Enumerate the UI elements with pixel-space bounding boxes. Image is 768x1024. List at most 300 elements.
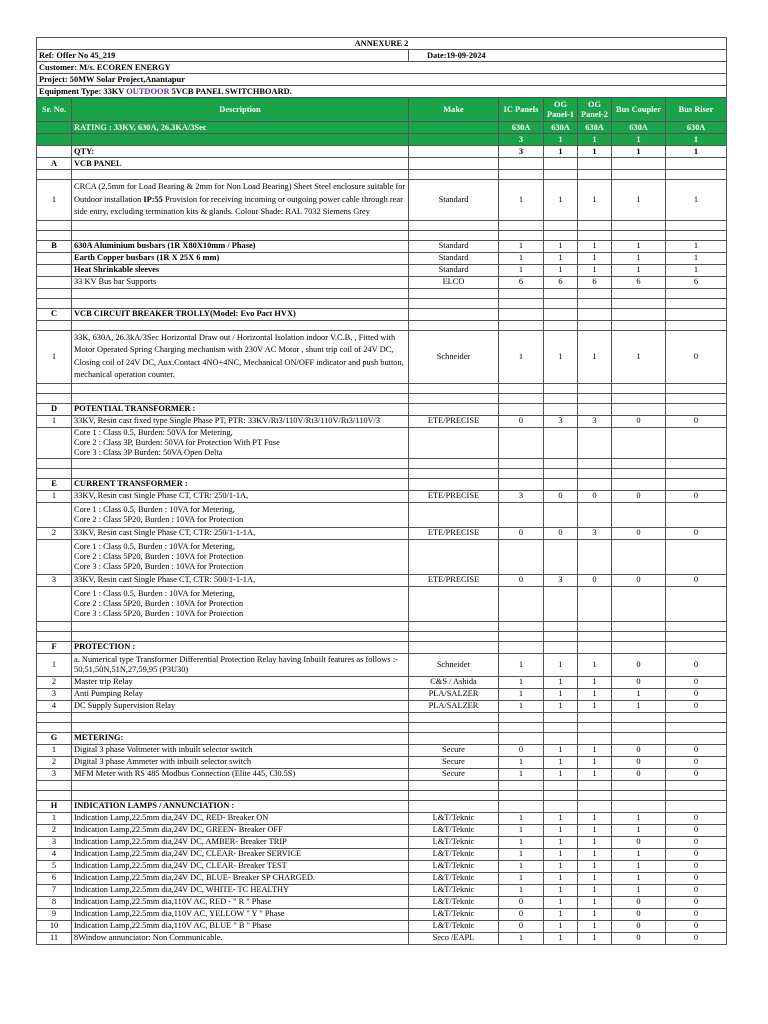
item-qty: 0	[612, 415, 666, 427]
item-make: Standard	[409, 240, 499, 252]
table-row	[37, 824, 727, 836]
item-qty: 0	[666, 896, 727, 908]
item-qty: 3	[578, 415, 612, 427]
item-qty: 1	[578, 252, 612, 264]
item-make: L&T/Teknic	[409, 848, 499, 860]
boq-table	[36, 37, 727, 945]
col-bus-riser: Bus Riser	[666, 98, 727, 122]
item-qty: 1	[544, 653, 578, 676]
item-qty: 0	[666, 920, 727, 932]
item-make: Secure	[409, 768, 499, 780]
item-description: Indication Lamp,22.5mm dia,24V DC, CLEAR- Breaker SERVICE	[72, 848, 409, 860]
item-description: Indication Lamp,22.5mm dia,24V DC, RED- Breaker ON	[72, 812, 409, 824]
item-qty: 1	[499, 848, 544, 860]
item-make: Standard	[409, 264, 499, 276]
item-srno: 2	[37, 824, 72, 836]
item-qty: 1	[544, 932, 578, 944]
item-srno: 2	[37, 527, 72, 539]
equipment-suffix: 5VCB PANEL SWITCHBOARD.	[169, 86, 292, 96]
rating-label: RATING : 33KV, 630A, 26.3KA/3Sec	[72, 122, 409, 134]
item-qty: 0	[612, 653, 666, 676]
item-description: DC Supply Supervision Relay	[72, 700, 409, 712]
customer: Customer: M/s. ECOREN ENERGY	[37, 62, 727, 74]
rating-count: 1	[544, 134, 578, 146]
item-description: Digital 3 phase Voltmeter with inbuilt selector switch	[72, 744, 409, 756]
item-qty: 0	[666, 836, 727, 848]
item-qty: 1	[578, 860, 612, 872]
item-qty: 0	[499, 908, 544, 920]
item-qty: 0	[612, 768, 666, 780]
item-description: Indication Lamp,22.5mm dia,110V AC, YELLOW " Y " Phase	[72, 908, 409, 920]
item-qty: 1	[544, 676, 578, 688]
item-srno: 6	[37, 872, 72, 884]
item-srno: 2	[37, 756, 72, 768]
item-qty: 1	[612, 884, 666, 896]
item-qty: 1	[578, 896, 612, 908]
item-make: Standard	[409, 180, 499, 221]
item-qty: 0	[499, 415, 544, 427]
core-line: Core 3 : Class 5P20, Burden : 10VA for Protection	[74, 561, 244, 571]
item-description: 8Window annunciator: Non Communicable.	[72, 932, 409, 944]
item-description: Indication Lamp,22.5mm dia,24V DC, CLEAR- Breaker TEST	[72, 860, 409, 872]
item-description: 33KV, Resin cast Single Phase CT, CTR: 250/1-1A,	[72, 490, 409, 502]
item-qty: 1	[499, 653, 544, 676]
item-srno: 8	[37, 896, 72, 908]
item-description: Digital 3 phase Ammeter with inbuilt selector switch	[72, 756, 409, 768]
item-qty: 0	[499, 744, 544, 756]
item-srno: 9	[37, 908, 72, 920]
item-qty: 1	[612, 700, 666, 712]
core-line: Core 2 : Class 5P20, Burden : 10VA for Protection	[74, 598, 244, 608]
item-qty: 1	[578, 330, 612, 383]
item-qty: 1	[544, 240, 578, 252]
item-description: 33K, 630A, 26.3kA/3Sec Horizontal Draw out / Horizontal Isolation indoor V.C.B. , Fitted with Motor Operated Spring Charging mechanism with 230V AC Motor , shunt trip coil of 24V DC, Closing coil of 24V DC, Aux.Contact 4NO+4NC, Mechanical ON/OFF indicator and push button, mechanical operation counter.	[72, 330, 409, 383]
item-qty: 0	[612, 744, 666, 756]
item-qty: 0	[666, 812, 727, 824]
item-qty: 0	[666, 848, 727, 860]
item-qty: 1	[578, 836, 612, 848]
offer-date: Date:19-09-2024	[409, 50, 727, 62]
item-qty: 0	[666, 527, 727, 539]
section-letter: E	[37, 478, 72, 490]
item-qty: 1	[666, 252, 727, 264]
item-qty: 6	[578, 276, 612, 288]
item-make: L&T/Teknic	[409, 884, 499, 896]
core-line: Core 3 : Class 3P Burden: 50VA Open Delta	[74, 447, 223, 457]
rating-value: 630A	[578, 122, 612, 134]
item-srno: 4	[37, 848, 72, 860]
section-title: VCB PANEL	[72, 158, 409, 170]
table-row	[37, 896, 727, 908]
item-description: Master trip Relay	[72, 676, 409, 688]
item-srno: 2	[37, 676, 72, 688]
item-qty: 1	[578, 688, 612, 700]
offer-ref: Ref: Offer No 45_219	[37, 50, 409, 62]
item-qty: 1	[544, 768, 578, 780]
item-qty: 1	[499, 264, 544, 276]
item-qty: 1	[544, 264, 578, 276]
item-qty: 0	[666, 330, 727, 383]
item-make: Secure	[409, 744, 499, 756]
item-srno: 3	[37, 574, 72, 586]
item-qty: 0	[612, 920, 666, 932]
item-qty: 6	[666, 276, 727, 288]
item-qty: 1	[499, 676, 544, 688]
col-bus-coupler: Bus Coupler	[612, 98, 666, 122]
item-desc-post: Provision for receiving incoming or outgoing power cable through rear side entry, excluding termination kits & glands. Colour Shade: RAL 7032 Siemens Grey	[74, 194, 403, 216]
item-description: a. Numerical type Transformer Differential Protection Relay having Inbuilt features as follows :- 50,51,50N,51N,27,59,95 (P3U30)	[72, 653, 409, 676]
item-qty: 0	[499, 574, 544, 586]
item-qty: 1	[499, 824, 544, 836]
item-qty: 1	[612, 872, 666, 884]
item-srno: 1	[37, 330, 72, 383]
section-title: PROTECTION :	[72, 641, 409, 653]
item-qty: 0	[666, 872, 727, 884]
item-description: MFM Meter with RS 485 Modbus Connection (Elite 445, Cl0.5S)	[72, 768, 409, 780]
item-cores	[72, 586, 409, 621]
section-letter: G	[37, 732, 72, 744]
item-qty: 0	[666, 860, 727, 872]
item-description: Anti Pumping Relay	[72, 688, 409, 700]
item-qty: 1	[578, 676, 612, 688]
item-srno: 4	[37, 700, 72, 712]
item-srno: 1	[37, 812, 72, 824]
item-qty: 1	[544, 180, 578, 221]
item-srno: 11	[37, 932, 72, 944]
item-qty: 0	[578, 574, 612, 586]
section-letter: A	[37, 158, 72, 170]
item-qty: 0	[612, 490, 666, 502]
item-cores	[72, 539, 409, 574]
item-make: ETE/PRECISE	[409, 415, 499, 427]
equipment-prefix: Equipment Type: 33KV	[39, 86, 127, 96]
table-row	[37, 836, 727, 848]
item-qty: 1	[612, 812, 666, 824]
equipment-type	[37, 86, 727, 98]
item-description	[72, 180, 409, 221]
table-row	[37, 848, 727, 860]
item-qty: 3	[578, 527, 612, 539]
rating-value: 630A	[544, 122, 578, 134]
item-qty: 1	[578, 872, 612, 884]
item-qty: 0	[666, 908, 727, 920]
item-make: L&T/Teknic	[409, 824, 499, 836]
item-description: Heat Shrinkable sleeves	[72, 264, 409, 276]
annexure-sheet	[36, 37, 727, 945]
item-qty: 0	[612, 836, 666, 848]
item-qty: 1	[612, 860, 666, 872]
table-row	[37, 884, 727, 896]
col-make: Make	[409, 98, 499, 122]
item-qty: 1	[544, 860, 578, 872]
item-qty: 1	[578, 756, 612, 768]
item-qty: 0	[666, 932, 727, 944]
item-qty: 0	[544, 527, 578, 539]
item-make: Seco /EAPL	[409, 932, 499, 944]
item-qty: 1	[499, 884, 544, 896]
item-srno: 10	[37, 920, 72, 932]
col-srno: Sr. No.	[37, 98, 72, 122]
item-qty: 1	[499, 872, 544, 884]
item-make: ETE/PRECISE	[409, 490, 499, 502]
item-qty: 1	[666, 180, 727, 221]
item-description: Indication Lamp,22.5mm dia,24V DC, WHITE- TC HEALTHY	[72, 884, 409, 896]
item-qty: 0	[578, 490, 612, 502]
item-qty: 1	[544, 824, 578, 836]
item-qty: 0	[499, 920, 544, 932]
item-cores	[72, 502, 409, 527]
item-qty: 1	[578, 848, 612, 860]
item-make: ELCO	[409, 276, 499, 288]
item-make: L&T/Teknic	[409, 872, 499, 884]
item-desc-pre: CRCA (2.5mm for Load Bearing & 2mm for Non Load Bearing) Sheet Steel enclosure suitable for Outdoor installation	[74, 182, 406, 204]
section-letter: H	[37, 800, 72, 812]
core-line: Core 2 : Class 5P20, Burden : 10VA for Protection	[74, 551, 244, 561]
section-title: METERING:	[72, 732, 409, 744]
item-qty: 6	[499, 276, 544, 288]
col-ic-panels: IC Panels	[499, 98, 544, 122]
item-qty: 1	[544, 872, 578, 884]
qty-value: 1	[544, 146, 578, 158]
item-qty: 1	[544, 848, 578, 860]
item-qty: 1	[499, 240, 544, 252]
item-qty: 1	[544, 330, 578, 383]
item-make: Schneider	[409, 330, 499, 383]
item-qty: 6	[544, 276, 578, 288]
qty-value: 3	[499, 146, 544, 158]
item-qty: 0	[666, 756, 727, 768]
item-srno: 7	[37, 884, 72, 896]
rating-count: 1	[612, 134, 666, 146]
item-qty: 1	[499, 180, 544, 221]
item-qty: 3	[544, 415, 578, 427]
item-description: 33KV, Resin cast Single Phase CT, CTR: 500/1-1-1A,	[72, 574, 409, 586]
core-line: Core 1 : Class 0.5, Burden: 50VA for Metering,	[74, 427, 233, 437]
item-make: Schneider	[409, 653, 499, 676]
project: Project: 50MW Solar Project,Anantapur	[37, 74, 727, 86]
item-qty: 1	[544, 896, 578, 908]
item-make: L&T/Teknic	[409, 908, 499, 920]
qty-label: QTY:	[72, 146, 409, 158]
item-make: L&T/Teknic	[409, 836, 499, 848]
item-qty: 0	[499, 896, 544, 908]
item-make: C&S / Ashida	[409, 676, 499, 688]
item-qty: 1	[612, 824, 666, 836]
qty-value: 1	[612, 146, 666, 158]
section-title: CURRENT TRANSFORMER :	[72, 478, 409, 490]
item-qty: 1	[612, 688, 666, 700]
section-title: INDICATION LAMPS / ANNUNCIATION :	[72, 800, 409, 812]
item-description: Indication Lamp,22.5mm dia,24V DC, GREEN- Breaker OFF	[72, 824, 409, 836]
section-letter: F	[37, 641, 72, 653]
section-title: POTENTIAL TRANSFORMER :	[72, 403, 409, 415]
item-qty: 1	[499, 932, 544, 944]
rating-value: 630A	[612, 122, 666, 134]
item-desc-ip: IP:55	[143, 194, 163, 204]
table-row	[37, 872, 727, 884]
item-description: Indication Lamp,22.5mm dia,24V DC, AMBER- Breaker TRIP	[72, 836, 409, 848]
item-qty: 1	[578, 932, 612, 944]
core-line: Core 2 : Class 3P, Burden: 50VA for Protection With PT Fuse	[74, 437, 280, 447]
item-qty: 0	[612, 676, 666, 688]
item-qty: 1	[499, 688, 544, 700]
item-make: ETE/PRECISE	[409, 574, 499, 586]
item-qty: 1	[578, 700, 612, 712]
item-qty: 1	[499, 756, 544, 768]
item-qty: 0	[666, 676, 727, 688]
item-srno: 3	[37, 768, 72, 780]
item-qty: 1	[499, 252, 544, 264]
item-qty: 3	[544, 574, 578, 586]
item-srno: 3	[37, 836, 72, 848]
section-letter: D	[37, 403, 72, 415]
item-qty: 1	[544, 744, 578, 756]
item-qty: 1	[612, 848, 666, 860]
item-qty: 0	[612, 932, 666, 944]
equipment-outdoor: OUTDOOR	[126, 86, 170, 96]
core-line: Core 3 : Class 5P20, Burden : 10VA for Protection	[74, 608, 244, 618]
item-qty: 0	[666, 768, 727, 780]
table-row	[37, 932, 727, 944]
rating-count: 1	[578, 134, 612, 146]
item-qty: 0	[666, 744, 727, 756]
core-line: Core 2 : Class 5P20, Burden : 10VA for Protection	[74, 514, 244, 524]
item-srno: 1	[37, 180, 72, 221]
item-description: Indication Lamp,22.5mm dia,24V DC, BLUE- Breaker SP CHARGED.	[72, 872, 409, 884]
item-cores	[72, 427, 409, 458]
item-qty: 0	[612, 527, 666, 539]
col-og-panel-2: OG Panel-2	[578, 98, 612, 122]
item-qty: 1	[544, 756, 578, 768]
item-description: Earth Copper busbars (1R X 25X 6 mm)	[72, 252, 409, 264]
item-qty: 1	[666, 240, 727, 252]
item-qty: 1	[578, 653, 612, 676]
item-description: 33 KV Bus bar Supports	[72, 276, 409, 288]
section-title: VCB CIRCUIT BREAKER TROLLY(Model: Evo Pact HVX)	[72, 308, 409, 320]
annexure-title: ANNEXURE 2	[37, 38, 727, 50]
table-row	[37, 812, 727, 824]
item-qty: 1	[544, 920, 578, 932]
item-qty: 1	[544, 252, 578, 264]
item-qty: 0	[499, 527, 544, 539]
item-qty: 1	[578, 884, 612, 896]
item-make: L&T/Teknic	[409, 812, 499, 824]
item-qty: 1	[544, 836, 578, 848]
item-make: L&T/Teknic	[409, 920, 499, 932]
item-qty: 1	[612, 252, 666, 264]
col-description: Description	[72, 98, 409, 122]
item-srno: 1	[37, 490, 72, 502]
item-qty: 0	[666, 653, 727, 676]
item-qty: 6	[612, 276, 666, 288]
item-qty: 0	[666, 688, 727, 700]
item-description: Indication Lamp,22.5mm dia,110V AC, RED - " R " Phase	[72, 896, 409, 908]
item-make: Secure	[409, 756, 499, 768]
item-qty: 1	[544, 908, 578, 920]
item-qty: 1	[578, 768, 612, 780]
item-qty: 1	[544, 884, 578, 896]
col-og-panel-1: OG Panel-1	[544, 98, 578, 122]
item-qty: 0	[666, 490, 727, 502]
rating-count: 1	[666, 134, 727, 146]
item-qty: 1	[612, 240, 666, 252]
item-qty: 0	[544, 490, 578, 502]
item-make: Standard	[409, 252, 499, 264]
item-srno: 3	[37, 688, 72, 700]
item-qty: 1	[612, 264, 666, 276]
item-description: Indication Lamp,22.5mm dia,110V AC, BLUE " B " Phase	[72, 920, 409, 932]
item-qty: 0	[666, 700, 727, 712]
item-qty: 0	[666, 415, 727, 427]
rating-value: 630A	[499, 122, 544, 134]
item-make: ETE/PRECISE	[409, 527, 499, 539]
item-qty: 1	[499, 812, 544, 824]
item-qty: 0	[612, 574, 666, 586]
qty-value: 1	[578, 146, 612, 158]
item-qty: 1	[578, 264, 612, 276]
item-qty: 1	[499, 768, 544, 780]
item-qty: 1	[499, 860, 544, 872]
item-qty: 0	[666, 574, 727, 586]
item-description: 33KV, Resin cast fixed type Single Phase PT, PTR: 33KV/Rt3/110V/Rt3/110V/Rt3/110V/3	[72, 415, 409, 427]
core-line: Core 1 : Class 0.5, Burden : 10VA for Metering,	[74, 588, 235, 598]
item-qty: 1	[578, 744, 612, 756]
item-qty: 1	[578, 812, 612, 824]
item-qty: 1	[544, 700, 578, 712]
core-line: Core 1 : Class 0.5, Burden : 10VA for Metering,	[74, 541, 235, 551]
item-qty: 1	[666, 264, 727, 276]
section-letter: C	[37, 308, 72, 320]
rating-count: 3	[499, 134, 544, 146]
item-srno: 1	[37, 415, 72, 427]
item-description: 33KV, Resin cast Single Phase CT, CTR: 250/1-1-1A,	[72, 527, 409, 539]
item-qty: 0	[612, 896, 666, 908]
item-description: 630A Aluminium busbars (1R X80X10mm / Phase)	[72, 240, 409, 252]
table-row	[37, 860, 727, 872]
table-row	[37, 908, 727, 920]
item-qty: 1	[578, 920, 612, 932]
section-letter: B	[37, 240, 72, 252]
item-qty: 0	[612, 756, 666, 768]
item-qty: 0	[666, 824, 727, 836]
item-srno: 1	[37, 744, 72, 756]
table-row	[37, 920, 727, 932]
item-srno: 5	[37, 860, 72, 872]
item-qty: 0	[612, 908, 666, 920]
item-qty: 1	[612, 180, 666, 221]
item-qty: 1	[499, 700, 544, 712]
item-make: L&T/Teknic	[409, 860, 499, 872]
item-make: PLA/SALZER	[409, 700, 499, 712]
core-line: Core 1 : Class 0.5, Burden : 10VA for Metering,	[74, 504, 235, 514]
item-qty: 1	[499, 330, 544, 383]
item-make: PLA/SALZER	[409, 688, 499, 700]
item-qty: 1	[578, 180, 612, 221]
item-srno: 1	[37, 653, 72, 676]
item-qty: 1	[612, 330, 666, 383]
item-qty: 0	[666, 884, 727, 896]
rating-value: 630A	[666, 122, 727, 134]
item-qty: 1	[544, 812, 578, 824]
item-qty: 1	[578, 908, 612, 920]
item-qty: 1	[499, 836, 544, 848]
qty-value: 1	[666, 146, 727, 158]
item-make: L&T/Teknic	[409, 896, 499, 908]
item-qty: 1	[578, 240, 612, 252]
item-qty: 1	[578, 824, 612, 836]
item-qty: 3	[499, 490, 544, 502]
item-qty: 1	[544, 688, 578, 700]
